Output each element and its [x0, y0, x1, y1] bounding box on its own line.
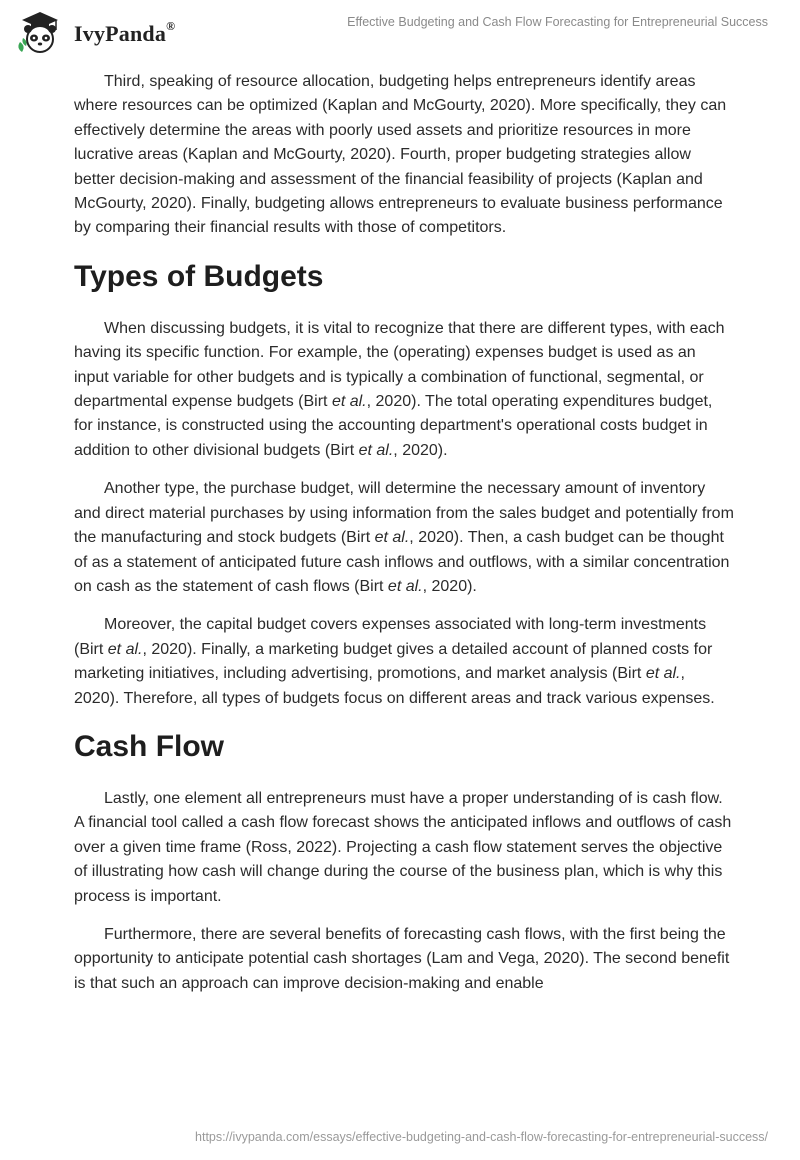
paragraph-forecasting-benefits: Furthermore, there are several benefits of forecasting cash flows, with the first being the opportunity to anticipate potential cash shortages (Lam and Vega, 2020). The second benefit is that such an approach can improve decision-making and enable — [74, 925, 730, 992]
essay-body — [74, 70, 734, 1010]
source-url-link[interactable]: https://ivypanda.com/essays/effective-budgeting-and-cash-flow-forecasting-for-entrepreneurial-success/ — [195, 1130, 768, 1144]
panda-graduation-cap-icon — [14, 8, 66, 56]
page-header — [0, 0, 800, 60]
logo-wordmark: IvyPanda® — [74, 19, 176, 46]
paragraph-purchase-budget: Another type, the purchase budget, will determine the necessary amount of inventory and direct material purchases by using information from the sales budget and potentially from the manufacturing and stock budgets (Birt et al., 2020). Then, a cash budget can be thought of as a statement of anticipated future cash inflows and outflows, with a similar concentration on cash as the statement of cash flows (Birt et al., 2020). — [74, 480, 734, 595]
registered-mark: ® — [166, 19, 176, 33]
paragraph-resource-allocation: Third, speaking of resource allocation, budgeting helps entrepreneurs identify areas where resources can be optimized (Kaplan and McGourty, 2020). More specifically, they can effectively determine the areas with poorly used assets and prioritize resources in more lucrative areas (Kaplan and McGourty, 2020). Fourth, proper budgeting strategies allow better decision-making and assessment of the financial feasibility of projects (Kaplan and McGourty, 2020). Finally, budgeting allows entrepreneurs to evaluate business performance by comparing their financial results with those of competitors. — [74, 73, 727, 237]
document-title: Effective Budgeting and Cash Flow Forecasting for Entrepreneurial Success — [347, 15, 768, 29]
paragraph-cash-flow-forecast: Lastly, one element all entrepreneurs must have a proper understanding of is cash flow. A financial tool called a cash flow forecast shows the anticipated inflows and outflows of cash over a given time frame (Ross, 2022). Projecting a cash flow statement serves the objective of illustrating how cash will change during the course of the business plan, which is why this process is important. — [74, 789, 732, 905]
heading-cash-flow: Cash Flow — [74, 729, 225, 763]
paragraph-capital-budget: Moreover, the capital budget covers expenses associated with long-term investments (Birt et al., 2020). Finally, a marketing budget gives a detailed account of planned costs for marketing initiatives, including advertising, promotions, and market analysis (Birt et al., 2020). Therefore, all types of budgets focus on different areas and track various expenses. — [74, 616, 715, 707]
paragraph-budget-types: When discussing budgets, it is vital to recognize that there are different types, with each having its specific function. For example, the (operating) expenses budget is used as an input variable for other budgets and is typically a combination of functional, segmental, or departmental expense budgets (Birt et al., 2020). The total operating expenditures budget, for instance, is constructed using the accounting department's operational costs budget in addition to other divisional budgets (Birt et al., 2020). — [74, 319, 725, 459]
heading-types-of-budgets: Types of Budgets — [74, 259, 324, 293]
ivypanda-logo[interactable] — [14, 8, 175, 56]
